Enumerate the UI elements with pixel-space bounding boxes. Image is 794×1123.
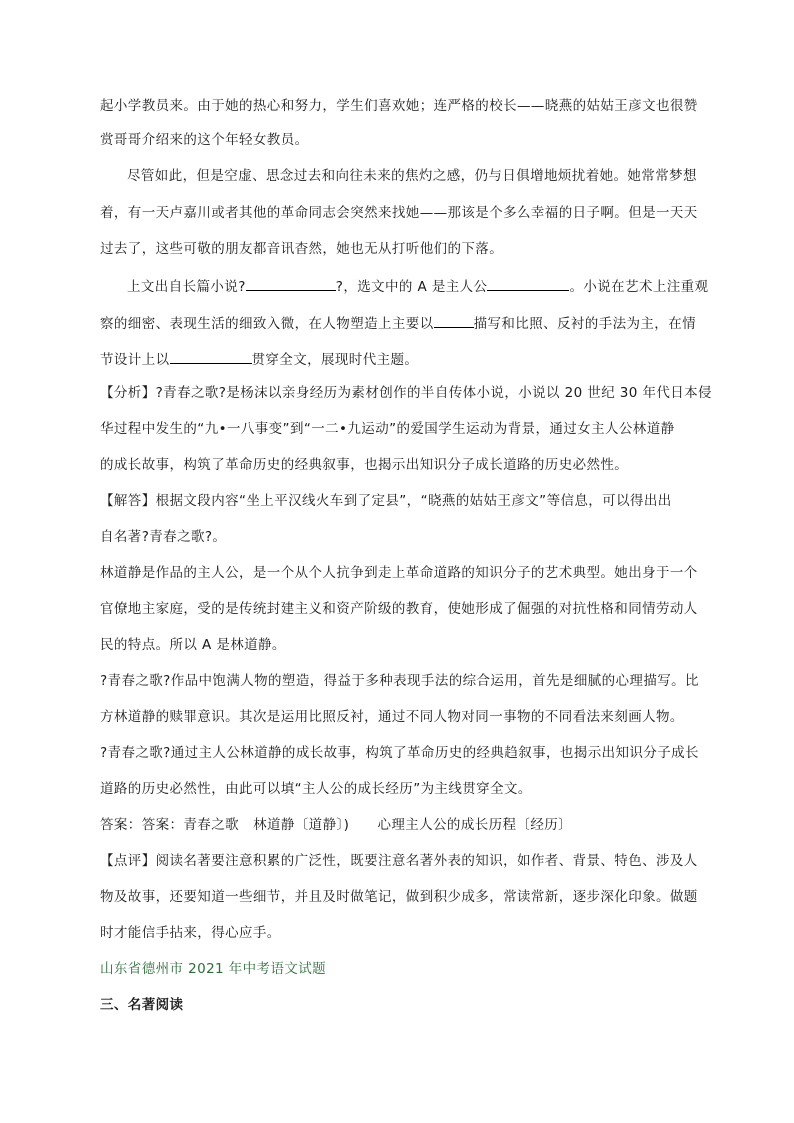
paragraph-line: 道路的历史必然性，由此可以填“主人公的成长经历”为主线贯穿全文。 — [100, 781, 532, 797]
paragraph-line: 官僚地主家庭，受的是传统封建主义和资产阶级的教育，使她形成了倔强的对抗性格和同情劳动人 — [100, 601, 698, 617]
answer-explanation-line: 【解答】根据文段内容“坐上平汉线火车到了定县”，“晓燕的姑姑王彦文”等信息，可以得出出 — [100, 493, 672, 509]
source-heading: 山东省德州市 2021 年中考语文试题 — [100, 961, 327, 977]
blank-protagonist — [487, 276, 569, 291]
paragraph-line: 民的特点。所以 A 是林道静。 — [100, 637, 286, 653]
paragraph-line: 林道静是作品的主人公，是一个从个人抗争到走上革命道路的知识分子的艺术典型。她出身于一个 — [100, 565, 698, 581]
question-line: 察的细密、表现生活的细致入微，在人物塑造上主要以 描写和比照、反衬的手法为主，在情 — [100, 313, 696, 332]
analysis-line: 的成长故事，构筑了革命历史的经典叙事，也揭示出知识分子成长道路的历史必然性。 — [100, 457, 629, 473]
analysis-line: 【分析】?青春之歌?是杨沫以亲身经历为素材创作的半自传体小说，小说以 20 世纪 30 年代日本侵 — [100, 385, 712, 401]
paragraph-line: 赏哥哥介绍来的这个年轻女教员。 — [100, 132, 309, 148]
question-line: 上文出自长篇小说? ?，选文中的 A 是主人公 。小说在艺术上注重观 — [127, 276, 708, 295]
blank-plot-thread — [170, 349, 252, 364]
section-heading: 三、名著阅读 — [100, 997, 184, 1013]
blank-novel-title — [246, 276, 336, 291]
comment-line: 【点评】阅读名著要注意积累的广泛性，既要注意名著外表的知识，如作者、背景、特色、涉及人 — [100, 853, 698, 869]
blank-technique — [434, 313, 474, 328]
answer-line: 答案：答案：青春之歌 林道静〔道静〕) 心理主人公的成长历程〔经历〕 — [100, 817, 573, 833]
analysis-line: 华过程中发生的“九•一八事变”到“一二•九运动”的爱国学生运动为背景，通过女主人公林道静 — [100, 421, 675, 437]
paragraph-line: 尽管如此，但是空虚、思念过去和向往未来的焦灼之感，仍与日俱增地烦扰着她。她常常梦想 — [127, 168, 697, 184]
paragraph-line: ?青春之歌?作品中饱满人物的塑造，得益于多种表现手法的综合运用，首先是细腻的心理描写。比 — [100, 673, 699, 689]
paragraph-line: 过去了，这些可敬的朋友都音讯杳然，她也无从打听他们的下落。 — [100, 241, 504, 257]
paragraph-line: ?青春之歌?通过主人公林道静的成长故事，构筑了革命历史的经典趋叙事，也揭示出知识分子成长 — [100, 745, 699, 761]
paragraph-line: 起小学教员来。由于她的热心和努力，学生们喜欢她；连严格的校长——晓燕的姑姑王彦文也很赞 — [100, 98, 698, 114]
paragraph-line: 方林道静的赎罪意识。其次是运用比照反衬，通过不同人物对同一事物的不同看法来刻画人物。 — [100, 709, 684, 725]
comment-line: 物及故事，还要知道一些细节，并且及时做笔记，做到积少成多，常读常新，逐步深化印象。做题 — [100, 889, 698, 905]
question-line: 节设计上以 贯穿全文，展现时代主题。 — [100, 349, 418, 368]
paragraph-line: 着，有一天卢嘉川或者其他的革命同志会突然来找她——那该是个多么幸福的日子啊。但是一天天 — [100, 205, 698, 221]
answer-explanation-line: 自名著?青春之歌?。 — [100, 529, 227, 545]
comment-line: 时才能信手拈来，得心应手。 — [100, 925, 281, 941]
